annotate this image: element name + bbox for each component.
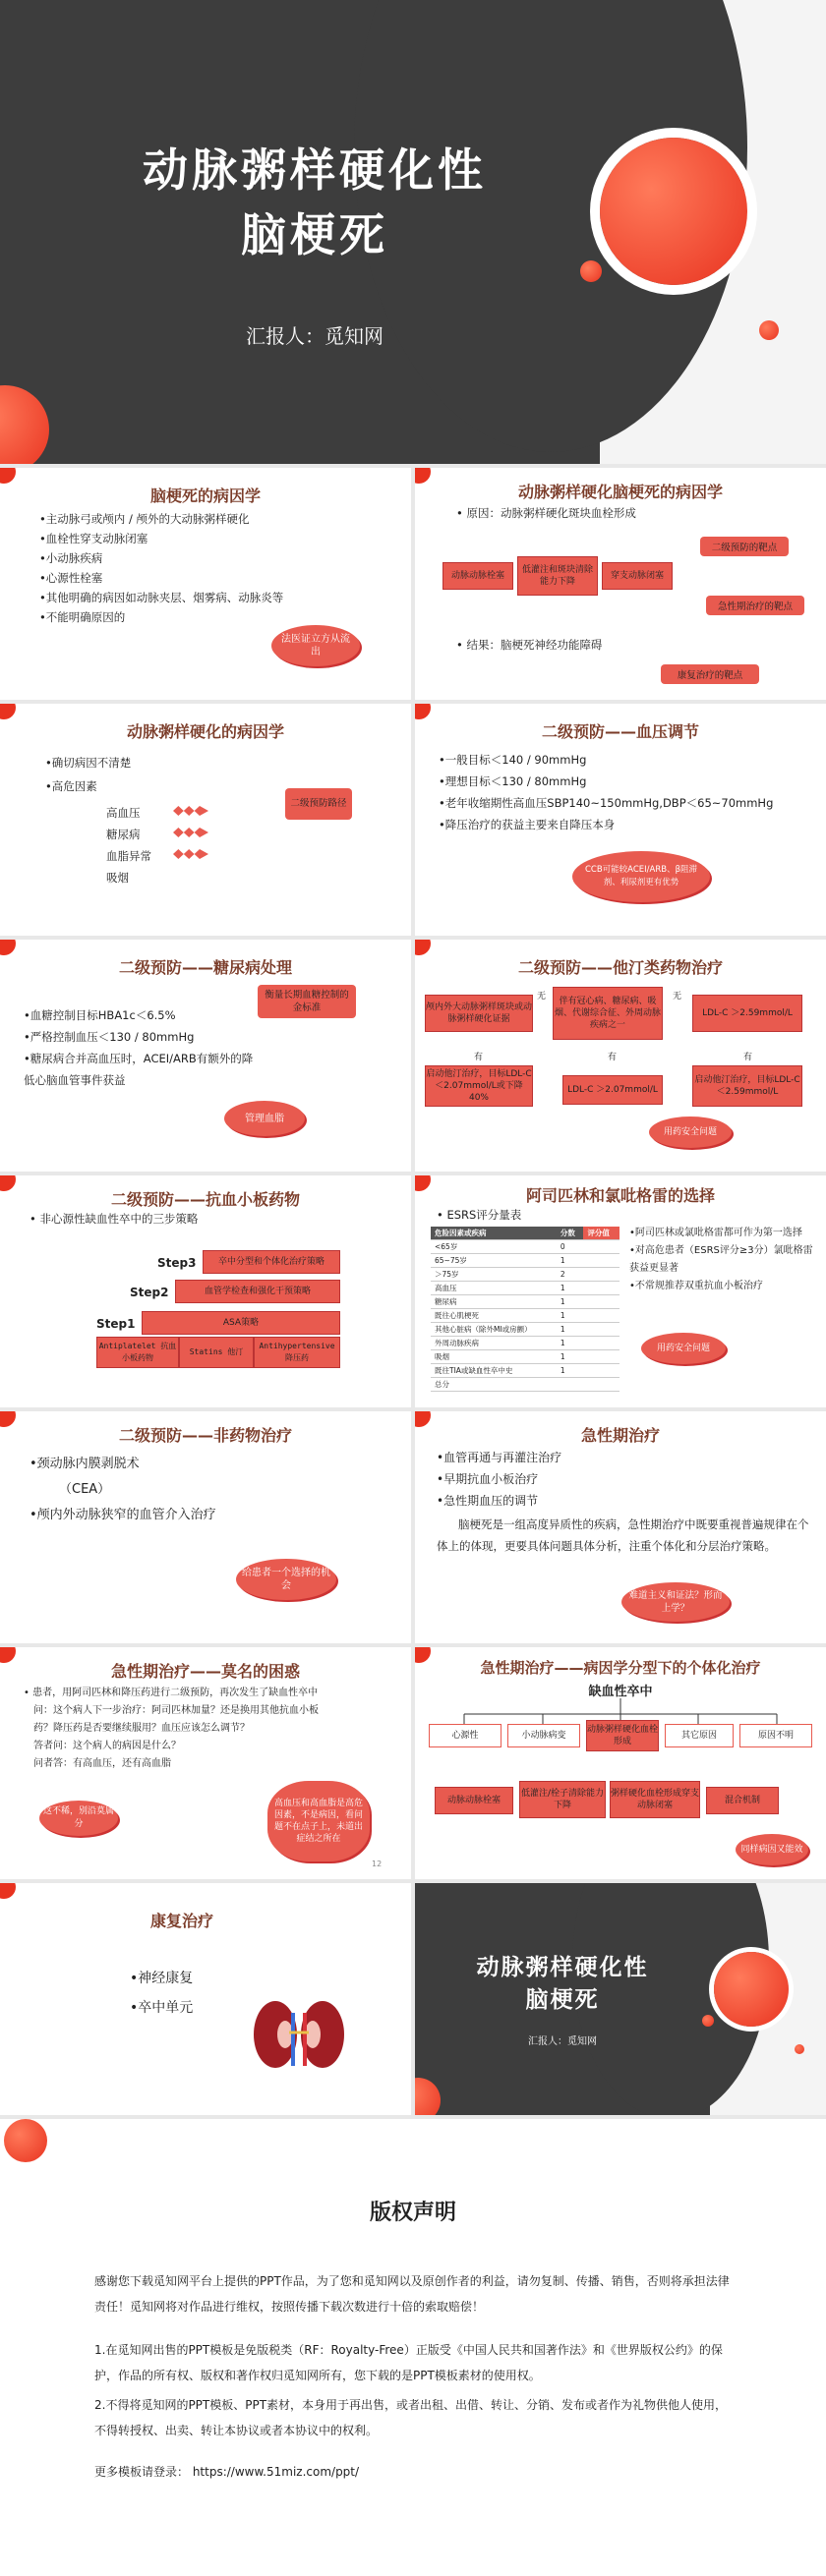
base-box-statins: Statins 他汀 [179,1337,254,1368]
thought-cloud: 用药安全问题 [641,1333,726,1364]
list-item: •血栓性穿支动脉闭塞 [39,532,148,545]
table-cell: 1 [557,1364,584,1378]
copyright-title: 版权声明 [369,2201,456,2225]
bullet-unknown: •确切病因不清楚 [45,756,132,770]
cover-tiny-circle [759,320,779,340]
step3-bar: 卒中分型和个体化治疗策略 [203,1250,340,1274]
case-text [24,1685,387,1773]
end-corner-circle [415,2078,441,2115]
flow-box-embolism: 动脉动脉栓塞 [442,562,513,590]
table-cell: 其他心脏病（除外MI或房颤） [431,1323,557,1337]
table-cell: 1 [557,1323,584,1337]
slide-title: 脑梗死的病因学 [149,487,261,505]
step3-label: Step3 [157,1256,197,1270]
flow-box-evidence: 颅内外大动脉粥样斑块或动脉粥样硬化证据 [425,995,533,1032]
target-tag-acute: 急性期治疗的靶点 [706,596,804,615]
slide-bp-control [415,704,826,936]
table-cell [583,1282,620,1295]
table-row [431,1337,620,1350]
end-big-circle [714,1952,789,2027]
list-item: 血脂异常 [106,849,151,863]
table-cell [583,1337,620,1350]
table-header: 评分值 [583,1227,620,1240]
bullet-three-step: • 非心源性缺血性卒中的三步策略 [30,1212,199,1226]
mech-embolism: 动脉动脉栓塞 [435,1787,513,1814]
mech-perforator: 粥样硬化血栓形成穿支动脉闭塞 [610,1781,700,1818]
slide-title: 康复治疗 [149,1912,213,1930]
list-item: •严格控制血压＜130 / 80mmHg [24,1030,195,1044]
table-row [431,1268,620,1282]
table-cell: 高血压 [431,1282,557,1295]
list-item: 药？降压药是否要继续服用？血压应该怎么调节？ [33,1723,250,1734]
slide-corner-dot [0,704,16,719]
type-undetermined: 原因不明 [739,1724,812,1747]
mech-mixed: 混合机制 [706,1787,779,1814]
table-cell [583,1254,620,1268]
table-cell: 吸烟 [431,1350,557,1364]
thought-cloud: 管理血脂 [224,1101,305,1136]
type-cardiogenic: 心源性 [429,1724,502,1747]
copyright-corner-circle [4,2119,47,2162]
cover-slide [0,0,826,464]
table-cell: 既往TIA或缺血性卒中史 [431,1364,557,1378]
copyright-clause-2: 2.不得将觅知网的PPT模板、PPT素材，本身用于再出售，或者出租、出借、转让、分销、发布或者作为礼物供他人使用，不得转授权、出卖、转让本协议或者本协议中的权利。 [94,2398,728,2437]
slide-rehab [0,1883,411,2115]
rehab-bullet-stroke-unit: •卒中单元 [130,2000,194,2016]
end-title-line2: 脑梗死 [525,1987,600,2013]
bullet-list [437,1447,561,1512]
table-cell [583,1364,620,1378]
slide-individualized [415,1647,826,1879]
thought-cloud: 同样病因又能效 [736,1834,808,1865]
table-cell: ＞75岁 [431,1268,557,1282]
acute-paragraph: 脑梗死是一组高度异质性的疾病，急性期治疗中既要重视普遍规律在个体上的体现，更要具体问题具体分析，注重个体化和分层治疗策略。 [437,1517,809,1553]
step1-bar: ASA策略 [142,1311,340,1335]
thought-cloud: 给患者一个选择的机会 [236,1559,336,1600]
thought-cloud: 高血压和高血脂是高危因素，不是病因，看问题不在点子上，未道出症结之所在 [267,1781,370,1861]
list-item: 问者答：有高血压，还有高血脂 [33,1758,171,1769]
mech-hypoperfusion: 低灌注/栓子清除能力下降 [519,1781,606,1818]
thought-cloud: 这不稀，别沿莫属分 [39,1801,118,1836]
step1-label: Step1 [96,1317,136,1331]
table-cell: 2 [557,1268,584,1282]
end-title-line1: 动脉粥样硬化性 [476,1955,649,1980]
table-header: 分数 [557,1227,584,1240]
slide-etiology [0,468,411,700]
arrow-label: 无 [537,992,547,1002]
slide-atherosclerosis-causes [0,704,411,936]
arrow-label: 无 [673,992,682,1002]
slide-title: 二级预防——糖尿病处理 [118,958,292,977]
slide-confusion [0,1647,411,1879]
slide-aspirin-clopidogrel [415,1175,826,1407]
table-row [431,1364,620,1378]
thought-cloud: 用药安全问题 [649,1116,732,1148]
slide-non-drug [0,1411,411,1643]
slide-diabetes [0,940,411,1172]
slide-title: 急性期治疗——莫名的困惑 [110,1662,300,1681]
list-item: 高血压 [106,806,141,820]
list-item: 问：这个病人下一步治疗：阿司匹林加量？还是换用其他抗血小板 [33,1705,319,1716]
copyright-section [0,2119,826,2576]
table-cell [583,1268,620,1282]
bullet-risk-factors: •高危因素 [45,779,97,793]
table-cell: 1 [557,1309,584,1323]
slide-title: 急性期治疗 [580,1426,660,1445]
list-item: 答者问：这个病人的病因是什么？ [33,1741,181,1751]
type-small-vessel: 小动脉病变 [507,1724,580,1747]
table-row [431,1282,620,1295]
flow-box-ldl-259: LDL-C ＞2.59mmol/L [692,995,802,1032]
list-item: •不常规推荐双重抗血小板治疗 [629,1281,763,1291]
flow-box-hypoperfusion: 低灌注和斑块清除能力下降 [517,556,598,596]
step2-label: Step2 [130,1286,169,1299]
table-cell [583,1240,620,1254]
end-small-circle [702,2015,714,2027]
cea-abbrev: （CEA） [59,1482,111,1497]
esrs-table [431,1227,620,1392]
base-box-antihypertensive: Antihypertensive 降压药 [254,1337,340,1368]
bullet-list [439,749,812,835]
list-item: •不能明确原因的 [39,610,126,624]
step2-bar: 血管学检查和强化干预策略 [175,1280,340,1303]
table-cell: 65~75岁 [431,1254,557,1268]
arrow-label: 有 [608,1053,618,1062]
list-item: •小动脉疾病 [39,551,103,565]
flow-box-start-statin-207: 启动他汀治疗，目标LDL-C＜2.07mmol/L或下降40% [425,1065,533,1107]
bullet-list [24,1004,279,1091]
list-item: •一般目标＜140 / 90mmHg [439,753,587,767]
type-other: 其它原因 [665,1724,734,1747]
intervention-bullet: •颅内外动脉狭窄的血管介入治疗 [30,1508,216,1522]
slide-end [415,1883,826,2115]
slide-corner-dot [0,1883,16,1899]
table-cell: 1 [557,1337,584,1350]
table-body [431,1240,620,1392]
slide-corner-dot [415,940,431,955]
flow-box-start-statin-259: 启动他汀治疗，目标LDL-C＜2.59mmol/L [692,1065,802,1107]
cover-title-line2: 脑梗死 [241,208,388,261]
table-cell: 1 [557,1282,584,1295]
table-cell [583,1295,620,1309]
list-item: •主动脉弓或颅内 / 颅外的大动脉粥样硬化 [39,512,250,526]
cause-text: • 原因：动脉粥样硬化斑块血栓形成 [456,506,636,520]
table-cell: 糖尿病 [431,1295,557,1309]
target-tag-rehab: 康复治疗的靶点 [661,664,759,684]
copyright-more-link[interactable]: 更多模板请登录： https://www.51miz.com/ppt/ [94,2465,360,2479]
end-tiny-circle [795,2044,804,2054]
list-item: •老年收缩期性高血压SBP140~150mmHg,DBP＜65~70mmHg [439,796,774,810]
table-cell [583,1323,620,1337]
slide-title: 急性期治疗——病因学分型下的个体化治疗 [480,1659,761,1677]
kidney-icon [250,1993,348,2082]
flow-box-comorbidity: 伴有冠心病、糖尿病、吸烟、代谢综合征、外周动脉疾病之一 [553,987,663,1040]
table-cell [583,1378,620,1392]
list-item: •阿司匹林或氯吡格雷都可作为第一选择 [629,1228,802,1238]
table-cell: 0 [557,1240,584,1254]
table-cell: <65岁 [431,1240,557,1254]
slide-corner-dot [0,468,16,484]
list-item: • 患者，用阿司匹林和降压药进行二级预防，再次发生了缺血性卒中 [24,1688,319,1698]
thought-cloud: CCB可能较ACEI/ARB、β阻滞剂、利尿剂更有优势 [572,851,710,902]
copyright-intro: 感谢您下载觅知网平台上提供的PPT作品，为了您和觅知网以及原创作者的利益，请勿复制、传播、销售，否则将承担法律责任！觅知网将对作品进行维权，按照传播下载次数进行十倍的索取赔偿！ [94,2274,730,2314]
list-item: •急性期血压的调节 [437,1494,539,1508]
thought-cloud: 法医证立方从流出 [271,625,360,666]
slide-title: 二级预防——血压调节 [541,722,699,741]
list-item: •血管再通与再灌注治疗 [437,1451,562,1464]
bullet-list [39,509,393,627]
slide-corner-dot [415,704,431,719]
list-item: •心源性栓塞 [39,571,103,585]
copyright-clause-1: 1.在觅知网出售的PPT模板是免版税类（RF：Royalty-Free）正版受《中国人民共和国著作法》和《世界版权公约》的保护，作品的所有权、版权和著作权归觅知网所有，您下载的是PPT模板素材的使用权。 [94,2343,723,2382]
page-number: 12 [372,1860,383,1868]
slide-corner-dot [0,940,16,955]
list-item: •糖尿病合并高血压时，ACEI/ARB有额外的降 [24,1052,254,1065]
table-cell: 1 [557,1295,584,1309]
target-tag-secondary: 二级预防的靶点 [700,537,789,556]
table-cell: 外周动脉疾病 [431,1337,557,1350]
slide-title: 二级预防——抗血小板药物 [110,1190,300,1209]
result-text: • 结果：脑梗死神经功能障碍 [456,638,603,652]
table-row [431,1323,620,1337]
gold-standard-tag: 衡量长期血糖控制的金标准 [258,985,356,1018]
secondary-prevention-tag: 二级预防路径 [285,788,352,820]
burst-icon [173,806,208,816]
slide-title: 动脉粥样硬化的病因学 [126,722,284,741]
esrs-subtitle: • ESRS评分量表 [437,1208,522,1222]
cover-reporter: 汇报人：觅知网 [246,324,384,348]
recommendation-list [629,1225,816,1295]
cover-title-line1: 动脉粥样硬化性 [143,143,487,197]
slide-atherosclerosis-etiology [415,468,826,700]
table-cell [583,1350,620,1364]
table-row [431,1350,620,1364]
list-item: •其他明确的病因如动脉夹层、烟雾病、动脉炎等 [39,591,284,604]
table-row [431,1309,620,1323]
table-row [431,1295,620,1309]
slide-title: 二级预防——非药物治疗 [118,1426,292,1445]
list-item: •降压治疗的获益主要来自降压本身 [439,818,616,831]
base-box-antiplatelet: Antiplatelet 抗血小板药物 [96,1337,179,1368]
factor-list [106,802,151,888]
burst-icon [173,828,208,837]
table-cell: 总分 [431,1378,557,1392]
slide-title: 动脉粥样硬化脑梗死的病因学 [517,483,723,501]
arrow-label: 有 [474,1053,484,1062]
list-item: 糖尿病 [106,828,141,841]
table-cell: 1 [557,1254,584,1268]
slide-statin [415,940,826,1172]
list-item: •血糖控制目标HBA1ᴄ＜6.5% [24,1008,176,1022]
list-item: 吸烟 [106,871,129,885]
table-cell [557,1378,584,1392]
list-item: 低心脑血管事件获益 [24,1073,126,1087]
cover-small-circle [580,260,602,282]
end-reporter: 汇报人：觅知网 [528,2036,597,2047]
cover-title [59,138,570,267]
table-row [431,1254,620,1268]
slide-title: 二级预防——他汀类药物治疗 [517,958,723,977]
table-row [431,1378,620,1392]
list-item: •理想目标＜130 / 80mmHg [439,774,587,788]
type-atherothrombotic: 动脉粥样硬化血栓形成 [586,1720,659,1751]
arrow-label: 有 [743,1053,753,1062]
slide-antiplatelet [0,1175,411,1407]
table-cell [583,1309,620,1323]
end-title [435,1952,690,2017]
cea-bullet: •颈动脉内膜剥脱术 [30,1457,140,1471]
table-cell: 1 [557,1350,584,1364]
ischemic-stroke-label: 缺血性卒中 [588,1685,653,1699]
slide-title: 阿司匹林和氯吡格雷的选择 [525,1186,715,1205]
slide-acute-treatment [415,1411,826,1643]
list-item: •早期抗血小板治疗 [437,1472,539,1486]
list-item: •对高危患者（ESRS评分≥3分）氯吡格雷获益更显著 [629,1245,813,1274]
flow-box-perforator: 穿支动脉闭塞 [602,562,673,590]
table-row [431,1240,620,1254]
table-cell: 既往心肌梗死 [431,1309,557,1323]
rehab-bullet-neuro: •神经康复 [130,1971,194,1986]
cover-big-circle [600,138,747,285]
thought-cloud: 难道主义和证法？形而上学？ [621,1582,730,1622]
flow-box-ldl-207: LDL-C ＞2.07mmol/L [562,1075,663,1105]
table-header: 危险因素或疾病 [431,1227,557,1240]
burst-icon [173,849,208,859]
